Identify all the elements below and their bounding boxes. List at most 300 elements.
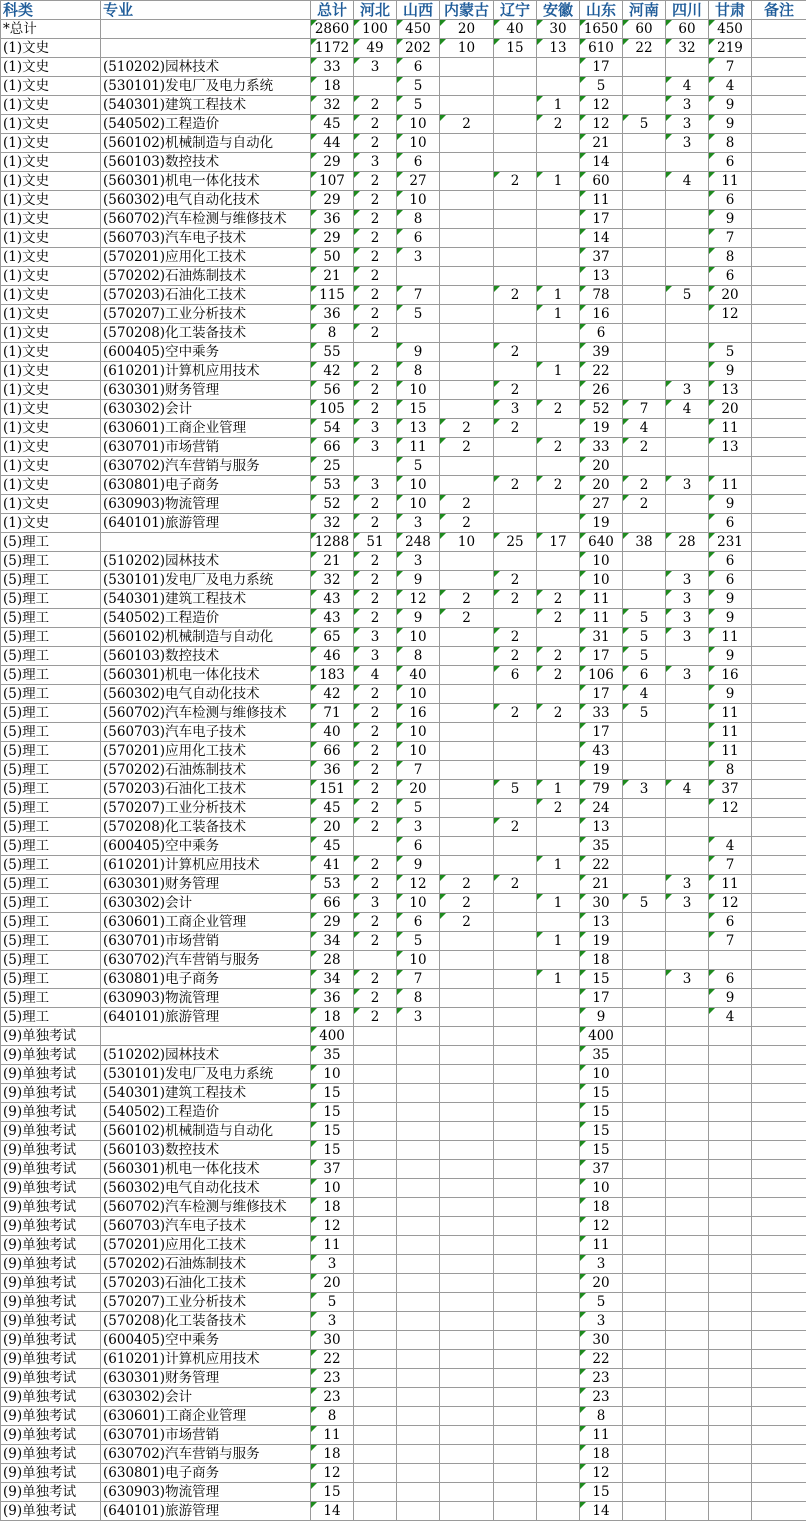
cell-sichuan[interactable] [666, 1426, 709, 1445]
cell-shanxi[interactable]: 3 [397, 248, 440, 267]
cell-category[interactable]: (9)单独考试 [1, 1179, 101, 1198]
cell-major[interactable]: (600405)空中乘务 [101, 837, 311, 856]
cell-total[interactable]: 53 [311, 875, 354, 894]
cell-shandong[interactable]: 35 [580, 837, 623, 856]
cell-total[interactable]: 36 [311, 210, 354, 229]
cell-liaoning[interactable] [494, 1008, 537, 1027]
cell-sichuan[interactable] [666, 1407, 709, 1426]
cell-anhui[interactable] [537, 1198, 580, 1217]
cell-hebei[interactable]: 2 [354, 818, 397, 837]
cell-henan[interactable] [623, 191, 666, 210]
cell-gansu[interactable]: 6 [709, 153, 752, 172]
cell-henan[interactable] [623, 286, 666, 305]
cell-remarks[interactable] [752, 1065, 806, 1084]
cell-shandong[interactable]: 11 [580, 1236, 623, 1255]
cell-major[interactable] [101, 39, 311, 58]
cell-remarks[interactable] [752, 704, 806, 723]
cell-gansu[interactable]: 12 [709, 894, 752, 913]
cell-sichuan[interactable]: 28 [666, 533, 709, 552]
cell-major[interactable]: (630903)物流管理 [101, 495, 311, 514]
cell-gansu[interactable]: 6 [709, 552, 752, 571]
cell-anhui[interactable] [537, 1293, 580, 1312]
cell-gansu[interactable]: 6 [709, 191, 752, 210]
cell-remarks[interactable] [752, 1426, 806, 1445]
cell-henan[interactable] [623, 1122, 666, 1141]
cell-sichuan[interactable]: 3 [666, 134, 709, 153]
cell-shanxi[interactable]: 5 [397, 96, 440, 115]
cell-hebei[interactable] [354, 1293, 397, 1312]
cell-anhui[interactable]: 1 [537, 362, 580, 381]
cell-liaoning[interactable] [494, 1388, 537, 1407]
cell-shandong[interactable]: 14 [580, 153, 623, 172]
cell-major[interactable]: (560302)电气自动化技术 [101, 191, 311, 210]
cell-remarks[interactable] [752, 77, 806, 96]
cell-total[interactable]: 21 [311, 267, 354, 286]
cell-remarks[interactable] [752, 1198, 806, 1217]
cell-sichuan[interactable] [666, 210, 709, 229]
cell-shandong[interactable]: 30 [580, 894, 623, 913]
cell-neimenggu[interactable] [440, 1027, 494, 1046]
cell-remarks[interactable] [752, 305, 806, 324]
cell-anhui[interactable] [537, 229, 580, 248]
cell-anhui[interactable] [537, 837, 580, 856]
cell-anhui[interactable] [537, 514, 580, 533]
cell-remarks[interactable] [752, 951, 806, 970]
cell-shanxi[interactable]: 10 [397, 134, 440, 153]
cell-henan[interactable]: 38 [623, 533, 666, 552]
cell-sichuan[interactable]: 3 [666, 590, 709, 609]
cell-henan[interactable] [623, 96, 666, 115]
cell-shandong[interactable]: 11 [580, 609, 623, 628]
cell-anhui[interactable]: 1 [537, 172, 580, 191]
cell-neimenggu[interactable] [440, 1084, 494, 1103]
cell-henan[interactable] [623, 951, 666, 970]
cell-neimenggu[interactable] [440, 229, 494, 248]
cell-henan[interactable] [623, 362, 666, 381]
cell-category[interactable]: (9)单独考试 [1, 1464, 101, 1483]
cell-neimenggu[interactable] [440, 1426, 494, 1445]
cell-neimenggu[interactable] [440, 1065, 494, 1084]
cell-liaoning[interactable] [494, 1084, 537, 1103]
cell-major[interactable]: (570202)石油炼制技术 [101, 1255, 311, 1274]
cell-category[interactable]: (1)文史 [1, 438, 101, 457]
cell-henan[interactable] [623, 1502, 666, 1521]
header-shandong[interactable]: 山东 [580, 1, 623, 20]
cell-henan[interactable] [623, 172, 666, 191]
cell-sichuan[interactable] [666, 1217, 709, 1236]
cell-major[interactable]: (560103)数控技术 [101, 153, 311, 172]
cell-henan[interactable] [623, 1483, 666, 1502]
cell-liaoning[interactable]: 2 [494, 647, 537, 666]
cell-anhui[interactable]: 2 [537, 609, 580, 628]
cell-henan[interactable]: 60 [623, 20, 666, 39]
cell-neimenggu[interactable] [440, 324, 494, 343]
cell-total[interactable]: 23 [311, 1369, 354, 1388]
cell-neimenggu[interactable] [440, 1160, 494, 1179]
cell-gansu[interactable]: 219 [709, 39, 752, 58]
cell-shanxi[interactable]: 10 [397, 894, 440, 913]
cell-category[interactable]: (5)理工 [1, 742, 101, 761]
cell-hebei[interactable] [354, 951, 397, 970]
cell-neimenggu[interactable]: 2 [440, 913, 494, 932]
cell-liaoning[interactable] [494, 1103, 537, 1122]
cell-gansu[interactable]: 9 [709, 210, 752, 229]
cell-hebei[interactable]: 2 [354, 172, 397, 191]
cell-category[interactable]: (1)文史 [1, 248, 101, 267]
cell-total[interactable]: 55 [311, 343, 354, 362]
cell-anhui[interactable] [537, 875, 580, 894]
cell-sichuan[interactable] [666, 1445, 709, 1464]
cell-shanxi[interactable]: 9 [397, 343, 440, 362]
cell-gansu[interactable]: 11 [709, 419, 752, 438]
cell-shandong[interactable]: 21 [580, 134, 623, 153]
cell-gansu[interactable]: 13 [709, 438, 752, 457]
cell-shanxi[interactable]: 10 [397, 115, 440, 134]
cell-hebei[interactable]: 3 [354, 647, 397, 666]
cell-sichuan[interactable] [666, 419, 709, 438]
cell-total[interactable]: 56 [311, 381, 354, 400]
cell-neimenggu[interactable] [440, 343, 494, 362]
cell-hebei[interactable]: 2 [354, 571, 397, 590]
cell-category[interactable]: (5)理工 [1, 723, 101, 742]
cell-henan[interactable] [623, 742, 666, 761]
cell-category[interactable]: (1)文史 [1, 381, 101, 400]
cell-shandong[interactable]: 52 [580, 400, 623, 419]
cell-total[interactable]: 32 [311, 96, 354, 115]
cell-category[interactable]: (9)单独考试 [1, 1046, 101, 1065]
cell-hebei[interactable]: 3 [354, 894, 397, 913]
cell-anhui[interactable] [537, 685, 580, 704]
cell-total[interactable]: 20 [311, 818, 354, 837]
cell-henan[interactable] [623, 343, 666, 362]
cell-major[interactable]: (630702)汽车营销与服务 [101, 457, 311, 476]
cell-sichuan[interactable] [666, 913, 709, 932]
cell-anhui[interactable] [537, 1331, 580, 1350]
cell-gansu[interactable]: 8 [709, 761, 752, 780]
cell-shandong[interactable]: 17 [580, 210, 623, 229]
cell-henan[interactable] [623, 1274, 666, 1293]
cell-henan[interactable] [623, 324, 666, 343]
cell-shanxi[interactable]: 7 [397, 970, 440, 989]
cell-neimenggu[interactable] [440, 305, 494, 324]
cell-shanxi[interactable] [397, 1065, 440, 1084]
cell-gansu[interactable] [709, 1388, 752, 1407]
cell-hebei[interactable]: 2 [354, 723, 397, 742]
cell-remarks[interactable] [752, 533, 806, 552]
cell-henan[interactable]: 7 [623, 400, 666, 419]
cell-sichuan[interactable]: 60 [666, 20, 709, 39]
cell-anhui[interactable]: 2 [537, 799, 580, 818]
header-total[interactable]: 总计 [311, 1, 354, 20]
cell-remarks[interactable] [752, 381, 806, 400]
cell-category[interactable]: (9)单独考试 [1, 1369, 101, 1388]
cell-sichuan[interactable] [666, 495, 709, 514]
cell-shanxi[interactable]: 450 [397, 20, 440, 39]
cell-neimenggu[interactable] [440, 1369, 494, 1388]
cell-gansu[interactable]: 11 [709, 742, 752, 761]
cell-gansu[interactable]: 231 [709, 533, 752, 552]
cell-sichuan[interactable]: 3 [666, 609, 709, 628]
cell-gansu[interactable]: 11 [709, 628, 752, 647]
cell-henan[interactable] [623, 1046, 666, 1065]
cell-liaoning[interactable] [494, 457, 537, 476]
cell-shandong[interactable]: 13 [580, 267, 623, 286]
cell-total[interactable]: 5 [311, 1293, 354, 1312]
cell-shanxi[interactable] [397, 267, 440, 286]
cell-gansu[interactable] [709, 1141, 752, 1160]
cell-shandong[interactable]: 60 [580, 172, 623, 191]
cell-neimenggu[interactable] [440, 1350, 494, 1369]
cell-hebei[interactable]: 2 [354, 96, 397, 115]
cell-sichuan[interactable]: 4 [666, 172, 709, 191]
cell-anhui[interactable]: 2 [537, 590, 580, 609]
cell-hebei[interactable]: 2 [354, 685, 397, 704]
cell-remarks[interactable] [752, 723, 806, 742]
cell-hebei[interactable]: 2 [354, 799, 397, 818]
header-anhui[interactable]: 安徽 [537, 1, 580, 20]
cell-major[interactable]: (640101)旅游管理 [101, 1008, 311, 1027]
cell-liaoning[interactable] [494, 1160, 537, 1179]
cell-henan[interactable] [623, 1179, 666, 1198]
cell-remarks[interactable] [752, 856, 806, 875]
cell-neimenggu[interactable] [440, 818, 494, 837]
cell-category[interactable]: (1)文史 [1, 153, 101, 172]
cell-shanxi[interactable]: 7 [397, 286, 440, 305]
cell-gansu[interactable]: 7 [709, 932, 752, 951]
cell-total[interactable]: 53 [311, 476, 354, 495]
cell-hebei[interactable] [354, 1388, 397, 1407]
cell-sichuan[interactable]: 3 [666, 381, 709, 400]
cell-remarks[interactable] [752, 210, 806, 229]
cell-neimenggu[interactable] [440, 58, 494, 77]
cell-total[interactable]: 8 [311, 1407, 354, 1426]
cell-major[interactable]: (570201)应用化工技术 [101, 1236, 311, 1255]
cell-anhui[interactable] [537, 457, 580, 476]
cell-hebei[interactable] [354, 1502, 397, 1521]
cell-shanxi[interactable]: 8 [397, 989, 440, 1008]
cell-remarks[interactable] [752, 875, 806, 894]
cell-gansu[interactable] [709, 1312, 752, 1331]
cell-hebei[interactable] [354, 1464, 397, 1483]
cell-gansu[interactable] [709, 1217, 752, 1236]
cell-anhui[interactable] [537, 1122, 580, 1141]
cell-major[interactable]: (600405)空中乘务 [101, 1331, 311, 1350]
cell-remarks[interactable] [752, 96, 806, 115]
cell-anhui[interactable] [537, 1407, 580, 1426]
cell-shandong[interactable]: 21 [580, 875, 623, 894]
cell-anhui[interactable]: 2 [537, 476, 580, 495]
cell-shandong[interactable]: 106 [580, 666, 623, 685]
cell-anhui[interactable] [537, 191, 580, 210]
cell-gansu[interactable] [709, 951, 752, 970]
cell-hebei[interactable]: 2 [354, 381, 397, 400]
cell-shanxi[interactable]: 40 [397, 666, 440, 685]
cell-anhui[interactable]: 1 [537, 780, 580, 799]
cell-hebei[interactable] [354, 837, 397, 856]
cell-shandong[interactable]: 27 [580, 495, 623, 514]
cell-shandong[interactable]: 35 [580, 1046, 623, 1065]
cell-major[interactable]: (630601)工商企业管理 [101, 1407, 311, 1426]
cell-anhui[interactable] [537, 913, 580, 932]
cell-total[interactable]: 34 [311, 970, 354, 989]
cell-remarks[interactable] [752, 1084, 806, 1103]
cell-category[interactable]: (1)文史 [1, 115, 101, 134]
cell-major[interactable]: (630702)汽车营销与服务 [101, 951, 311, 970]
cell-anhui[interactable] [537, 1388, 580, 1407]
cell-shanxi[interactable]: 5 [397, 799, 440, 818]
cell-sichuan[interactable] [666, 1369, 709, 1388]
cell-henan[interactable] [623, 1388, 666, 1407]
cell-neimenggu[interactable] [440, 628, 494, 647]
cell-shanxi[interactable]: 5 [397, 457, 440, 476]
cell-liaoning[interactable] [494, 1046, 537, 1065]
cell-major[interactable]: (630601)工商企业管理 [101, 913, 311, 932]
cell-remarks[interactable] [752, 58, 806, 77]
cell-total[interactable]: 71 [311, 704, 354, 723]
cell-hebei[interactable]: 100 [354, 20, 397, 39]
cell-hebei[interactable] [354, 1331, 397, 1350]
cell-shandong[interactable]: 19 [580, 419, 623, 438]
cell-henan[interactable] [623, 514, 666, 533]
cell-hebei[interactable]: 2 [354, 115, 397, 134]
cell-henan[interactable] [623, 1312, 666, 1331]
cell-hebei[interactable]: 2 [354, 362, 397, 381]
cell-anhui[interactable] [537, 495, 580, 514]
cell-liaoning[interactable] [494, 305, 537, 324]
cell-remarks[interactable] [752, 1255, 806, 1274]
cell-liaoning[interactable] [494, 1293, 537, 1312]
cell-shandong[interactable]: 15 [580, 1103, 623, 1122]
cell-neimenggu[interactable] [440, 172, 494, 191]
cell-remarks[interactable] [752, 1046, 806, 1065]
cell-henan[interactable] [623, 153, 666, 172]
cell-remarks[interactable] [752, 172, 806, 191]
cell-neimenggu[interactable] [440, 191, 494, 210]
cell-remarks[interactable] [752, 970, 806, 989]
cell-sichuan[interactable] [666, 1122, 709, 1141]
cell-sichuan[interactable] [666, 1065, 709, 1084]
cell-liaoning[interactable]: 6 [494, 666, 537, 685]
cell-shandong[interactable]: 6 [580, 324, 623, 343]
cell-major[interactable]: (570201)应用化工技术 [101, 742, 311, 761]
cell-shandong[interactable]: 16 [580, 305, 623, 324]
cell-total[interactable]: 66 [311, 894, 354, 913]
cell-anhui[interactable] [537, 267, 580, 286]
cell-category[interactable]: (5)理工 [1, 913, 101, 932]
cell-major[interactable]: (570207)工业分析技术 [101, 1293, 311, 1312]
cell-henan[interactable] [623, 457, 666, 476]
cell-total[interactable]: 52 [311, 495, 354, 514]
cell-liaoning[interactable] [494, 761, 537, 780]
cell-gansu[interactable]: 6 [709, 267, 752, 286]
cell-remarks[interactable] [752, 1027, 806, 1046]
cell-shanxi[interactable]: 10 [397, 742, 440, 761]
cell-anhui[interactable]: 17 [537, 533, 580, 552]
cell-anhui[interactable] [537, 210, 580, 229]
cell-sichuan[interactable] [666, 1084, 709, 1103]
cell-neimenggu[interactable] [440, 723, 494, 742]
cell-neimenggu[interactable] [440, 457, 494, 476]
cell-henan[interactable] [623, 1331, 666, 1350]
cell-anhui[interactable] [537, 58, 580, 77]
cell-neimenggu[interactable]: 2 [440, 609, 494, 628]
cell-gansu[interactable]: 11 [709, 704, 752, 723]
cell-category[interactable]: (1)文史 [1, 324, 101, 343]
cell-category[interactable]: (1)文史 [1, 400, 101, 419]
cell-shandong[interactable]: 17 [580, 685, 623, 704]
cell-hebei[interactable] [354, 343, 397, 362]
cell-neimenggu[interactable] [440, 134, 494, 153]
cell-neimenggu[interactable] [440, 267, 494, 286]
cell-total[interactable]: 2860 [311, 20, 354, 39]
header-henan[interactable]: 河南 [623, 1, 666, 20]
cell-shanxi[interactable]: 8 [397, 210, 440, 229]
cell-total[interactable]: 12 [311, 1217, 354, 1236]
cell-shandong[interactable]: 17 [580, 989, 623, 1008]
cell-neimenggu[interactable] [440, 647, 494, 666]
cell-hebei[interactable] [354, 1369, 397, 1388]
cell-anhui[interactable] [537, 552, 580, 571]
cell-gansu[interactable]: 11 [709, 476, 752, 495]
cell-neimenggu[interactable] [440, 381, 494, 400]
cell-shanxi[interactable]: 10 [397, 191, 440, 210]
cell-shanxi[interactable]: 16 [397, 704, 440, 723]
cell-hebei[interactable]: 2 [354, 552, 397, 571]
cell-major[interactable]: (630301)财务管理 [101, 1369, 311, 1388]
cell-hebei[interactable]: 2 [354, 495, 397, 514]
cell-anhui[interactable]: 1 [537, 305, 580, 324]
cell-remarks[interactable] [752, 191, 806, 210]
cell-shandong[interactable]: 17 [580, 58, 623, 77]
cell-neimenggu[interactable] [440, 1141, 494, 1160]
cell-liaoning[interactable] [494, 1122, 537, 1141]
cell-neimenggu[interactable]: 2 [440, 495, 494, 514]
cell-major[interactable]: (630903)物流管理 [101, 1483, 311, 1502]
cell-sichuan[interactable]: 5 [666, 286, 709, 305]
cell-gansu[interactable]: 12 [709, 799, 752, 818]
header-shanxi[interactable]: 山西 [397, 1, 440, 20]
cell-major[interactable]: (570202)石油炼制技术 [101, 267, 311, 286]
cell-shanxi[interactable] [397, 1331, 440, 1350]
cell-category[interactable]: (9)单独考试 [1, 1350, 101, 1369]
cell-neimenggu[interactable]: 2 [440, 115, 494, 134]
cell-liaoning[interactable] [494, 134, 537, 153]
cell-shanxi[interactable] [397, 1274, 440, 1293]
cell-shandong[interactable]: 24 [580, 799, 623, 818]
cell-shandong[interactable]: 8 [580, 1407, 623, 1426]
cell-hebei[interactable]: 2 [354, 210, 397, 229]
cell-anhui[interactable] [537, 1369, 580, 1388]
cell-remarks[interactable] [752, 39, 806, 58]
cell-anhui[interactable] [537, 1464, 580, 1483]
cell-total[interactable]: 66 [311, 742, 354, 761]
cell-total[interactable]: 32 [311, 514, 354, 533]
cell-anhui[interactable] [537, 1426, 580, 1445]
cell-sichuan[interactable] [666, 1198, 709, 1217]
cell-liaoning[interactable]: 2 [494, 419, 537, 438]
cell-category[interactable]: (9)单独考试 [1, 1103, 101, 1122]
cell-sichuan[interactable] [666, 343, 709, 362]
cell-liaoning[interactable] [494, 248, 537, 267]
cell-total[interactable]: 12 [311, 1464, 354, 1483]
cell-sichuan[interactable] [666, 362, 709, 381]
cell-shandong[interactable]: 11 [580, 590, 623, 609]
cell-gansu[interactable]: 5 [709, 343, 752, 362]
cell-anhui[interactable]: 30 [537, 20, 580, 39]
cell-category[interactable]: (5)理工 [1, 552, 101, 571]
cell-henan[interactable] [623, 1160, 666, 1179]
cell-gansu[interactable]: 9 [709, 609, 752, 628]
